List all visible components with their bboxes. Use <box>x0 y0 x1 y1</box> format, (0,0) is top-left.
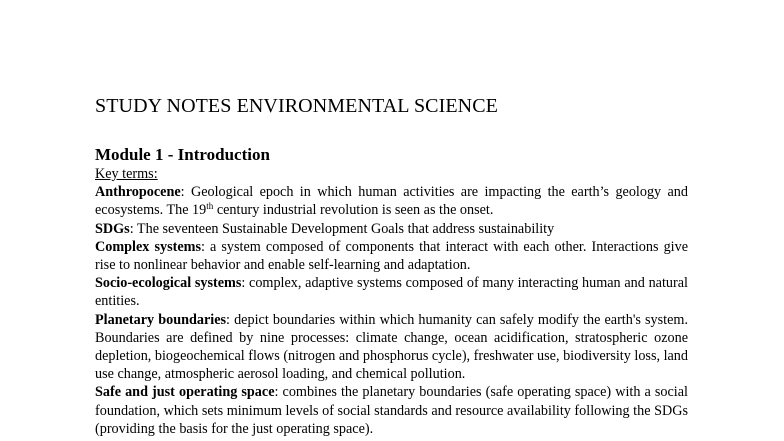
module-heading <box>95 145 688 165</box>
ordinal-superscript: th <box>206 201 214 212</box>
key-terms-label: Key terms: <box>95 166 158 182</box>
definition-anthropocene <box>95 183 688 219</box>
module-name: Introduction <box>177 145 270 164</box>
definition-term: Safe and just operating space <box>95 384 275 401</box>
definition-text: : complex, adaptive systems composed of many interacting human and natural entities. <box>95 275 688 310</box>
document-body <box>95 145 688 438</box>
definition-planetary-boundaries <box>95 311 688 384</box>
definition-text: : Geological epoch in which human activities are impacting the earth’s geology and ecosystems. The 19 <box>95 184 688 219</box>
definition-term: SDGs <box>95 220 130 237</box>
definition-complex-systems <box>95 238 688 274</box>
page-title: STUDY NOTES ENVIRONMENTAL SCIENCE <box>95 95 498 117</box>
module-separator: - <box>163 145 178 164</box>
module-label: Module 1 <box>95 145 164 164</box>
definition-term: Socio-ecological systems <box>95 275 242 292</box>
definition-term: Anthropocene <box>95 184 181 201</box>
definition-term: Planetary boundaries <box>95 311 227 328</box>
definition-text: : a system composed of components that interact with each other. Interactions give rise to nonlinear behavior and enable self-learning and adaptation. <box>95 238 688 274</box>
definition-text: : The seventeen Sustainable Development Goals that address sustainability <box>129 220 555 237</box>
definition-sdgs <box>95 220 688 238</box>
definition-text: : depict boundaries within which humanity can safely modify the earth's system. Boundaries are defined by nine processes: climate change, ocean acidification, stratospheric ozone depletion, biogeochemical flows (nitrogen and phosphorus cycle), freshwater use, biodiversity loss, land use change, atmospheric aerosol loading, and chemical pollution. <box>95 311 688 383</box>
definition-socio-ecological-systems <box>95 274 688 310</box>
definition-text: : combines the planetary boundaries (safe operating space) with a social foundation, which sets minimum levels of social standards and resource availability following the SDGs (providing the basis for the just operating space). <box>95 384 688 437</box>
definition-safe-and-just-operating-space <box>95 383 688 438</box>
definition-term: Complex systems <box>95 238 201 255</box>
definition-text-continued: century industrial revolution is seen as the onset. <box>213 202 494 219</box>
